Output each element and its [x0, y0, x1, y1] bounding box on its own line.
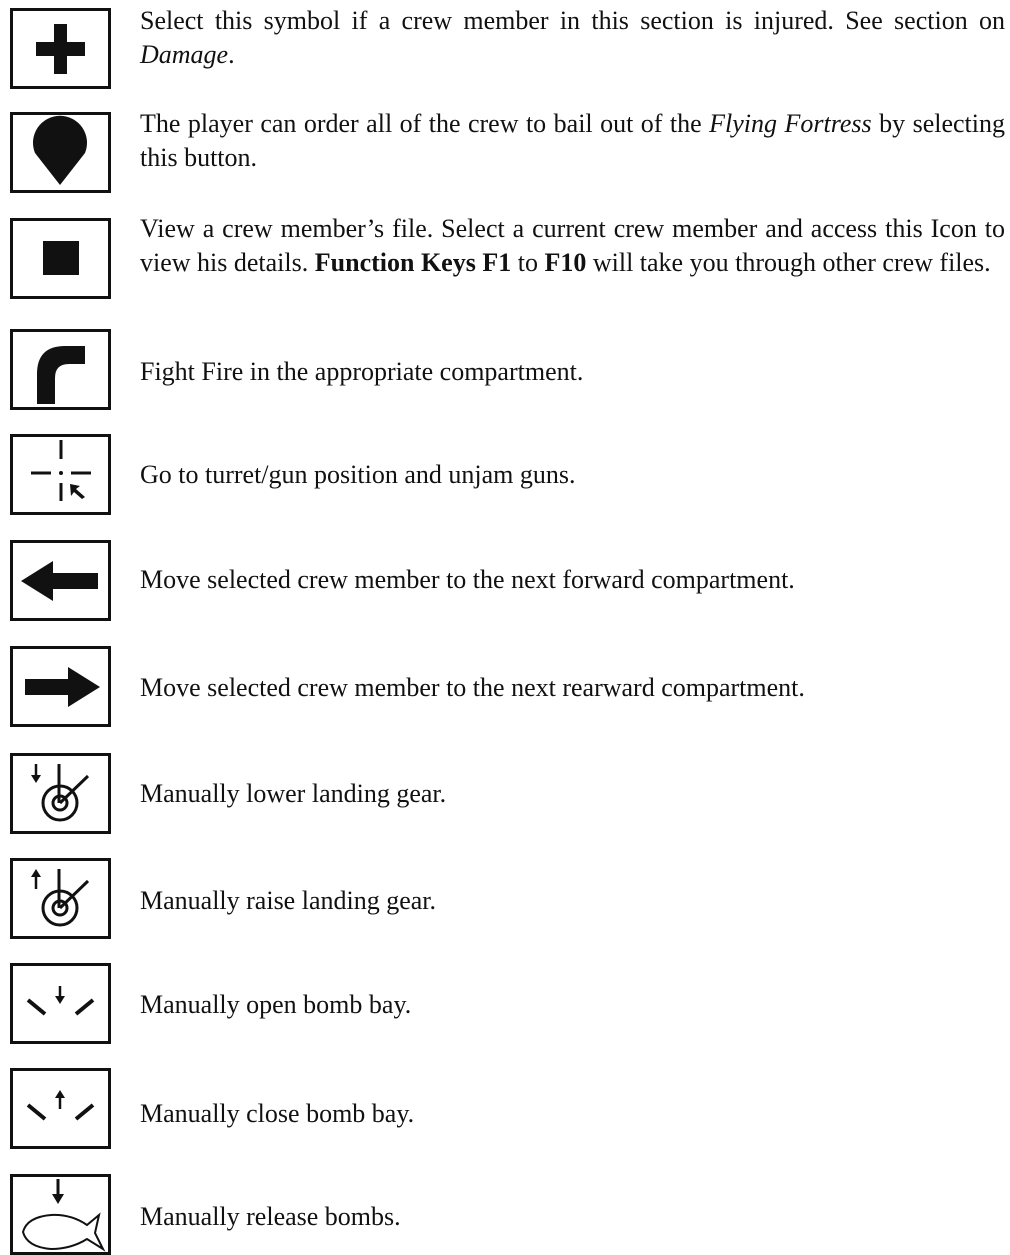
icon-row — [0, 328, 1010, 428]
arrow-left-icon[interactable] — [10, 540, 111, 621]
description-text: Move selected crew member to the next forward compartment. — [140, 565, 795, 594]
description-text: Manually release bombs. — [140, 1202, 401, 1231]
fire-hose-icon[interactable] — [10, 329, 111, 410]
icon-description — [140, 563, 1005, 597]
icon-row — [0, 855, 1010, 955]
italic-text: Damage — [140, 40, 229, 69]
italic-text: Flying Fortress — [709, 109, 872, 138]
icon-row — [0, 1065, 1010, 1165]
unjam-guns-crosshair-icon[interactable] — [10, 434, 111, 515]
icon-description — [140, 671, 1005, 705]
icon-row — [0, 105, 1010, 205]
release-bombs-icon[interactable] — [10, 1174, 111, 1255]
description-text: View a crew member’s file. Select a current crew member and access this Icon to view his details. — [140, 214, 1005, 277]
icon-row — [0, 0, 1010, 100]
icon-description — [140, 1200, 1005, 1234]
description-text: to — [511, 248, 545, 277]
close-bomb-bay-icon[interactable] — [10, 1068, 111, 1149]
description-text: Select this symbol if a crew member in this section is injured. See section on — [140, 6, 1005, 35]
description-text: Go to turret/gun position and unjam guns. — [140, 460, 576, 489]
crew-file-square-icon[interactable] — [10, 218, 111, 299]
bold-text: Function Keys F1 — [314, 248, 512, 277]
arrow-right-icon[interactable] — [10, 646, 111, 727]
description-text: Manually raise landing gear. — [140, 886, 437, 915]
icon-description — [140, 777, 1005, 811]
icon-row — [0, 210, 1010, 320]
icon-description — [140, 4, 1005, 72]
icon-row — [0, 960, 1010, 1060]
icon-row — [0, 537, 1010, 637]
description-text: Manually close bomb bay. — [140, 1099, 415, 1128]
description-text: will take you through other crew files. — [586, 248, 991, 277]
description-text: The player can order all of the crew to bail out of the — [140, 109, 710, 138]
icon-description — [140, 355, 1005, 389]
open-bomb-bay-icon[interactable] — [10, 963, 111, 1044]
description-text: Manually lower landing gear. — [140, 779, 447, 808]
description-text: Manually open bomb bay. — [140, 990, 412, 1019]
description-text: Fight Fire in the appropriate compartment. — [140, 357, 584, 386]
icon-row — [0, 1170, 1010, 1254]
icon-description — [140, 212, 1005, 280]
injured-crew-cross-icon[interactable] — [10, 8, 111, 89]
parachute-bail-out-icon[interactable] — [10, 112, 111, 193]
icon-row — [0, 643, 1010, 743]
icon-description — [140, 107, 1005, 175]
description-text: Move selected crew member to the next rearward compartment. — [140, 673, 805, 702]
icon-description — [140, 988, 1005, 1022]
bold-text: F10 — [544, 248, 587, 277]
icon-row — [0, 432, 1010, 532]
icon-description — [140, 884, 1005, 918]
icon-description — [140, 1097, 1005, 1131]
description-text: by selecting this button. — [140, 109, 1005, 172]
description-text: . — [228, 40, 235, 69]
icon-row — [0, 750, 1010, 850]
raise-landing-gear-icon[interactable] — [10, 858, 111, 939]
lower-landing-gear-icon[interactable] — [10, 753, 111, 834]
icon-description — [140, 458, 1005, 492]
